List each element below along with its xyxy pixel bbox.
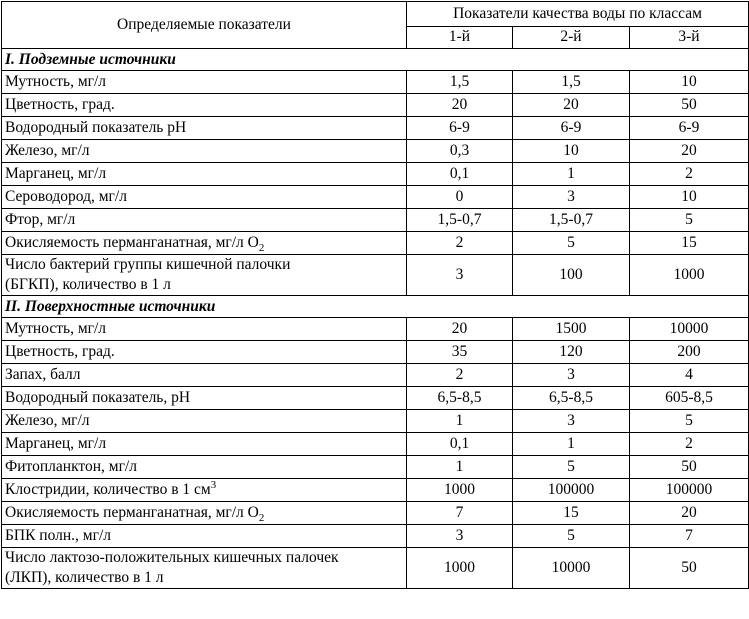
class-2-value: 1	[513, 163, 630, 186]
class-2-value: 1500	[513, 318, 630, 341]
class-3-value: 50	[630, 456, 749, 479]
class-2-value: 10000	[513, 548, 630, 589]
indicator-name: Железо, мг/л	[2, 410, 407, 433]
indicator-name: Запах, балл	[2, 364, 407, 387]
class-1-value: 1000	[407, 479, 513, 502]
class-3-header: 3-й	[630, 26, 749, 48]
indicator-name	[2, 255, 407, 296]
class-3-value: 20	[630, 140, 749, 163]
class-1-value: 0,1	[407, 433, 513, 456]
indicator-name	[2, 232, 407, 255]
table-row	[2, 71, 749, 94]
table-row	[2, 232, 749, 255]
class-3-value: 10	[630, 186, 749, 209]
table-row	[2, 525, 749, 548]
table-row	[2, 364, 749, 387]
class-1-header: 1-й	[407, 26, 513, 48]
indicator-name	[2, 548, 407, 589]
class-1-value: 0,3	[407, 140, 513, 163]
class-1-value: 2	[407, 364, 513, 387]
class-1-value: 2	[407, 232, 513, 255]
class-3-value: 100000	[630, 479, 749, 502]
class-3-value: 50	[630, 548, 749, 589]
class-3-value: 2	[630, 433, 749, 456]
class-1-value: 7	[407, 502, 513, 525]
class-2-value: 3	[513, 186, 630, 209]
indicator-name-line-1: Число лактозо-положительных кишечных палочек	[5, 549, 339, 566]
class-1-value: 1000	[407, 548, 513, 589]
indicator-name: Железо, мг/л	[2, 140, 407, 163]
class-2-value: 3	[513, 364, 630, 387]
class-3-value: 10	[630, 71, 749, 94]
indicator-name: Цветность, град.	[2, 341, 407, 364]
table-row	[2, 186, 749, 209]
class-2-value: 10	[513, 140, 630, 163]
class-1-value: 20	[407, 94, 513, 117]
class-2-value: 120	[513, 341, 630, 364]
indicator-name: Водородный показатель рН	[2, 117, 407, 140]
class-1-value: 1,5	[407, 71, 513, 94]
indicator-name-text: Окисляемость перманганатная, мг/л O	[5, 504, 259, 521]
indicator-name: Мутность, мг/л	[2, 318, 407, 341]
class-2-value: 1	[513, 433, 630, 456]
class-3-value: 5	[630, 410, 749, 433]
indicator-name: Водородный показатель, рН	[2, 387, 407, 410]
table-row	[2, 255, 749, 296]
class-3-value: 200	[630, 341, 749, 364]
table-row	[2, 94, 749, 117]
table-row	[2, 548, 749, 589]
table-row	[2, 341, 749, 364]
class-2-value: 1,5-0,7	[513, 209, 630, 232]
table-row	[2, 479, 749, 502]
indicator-column-header: Определяемые показатели	[2, 2, 407, 49]
indicator-name: Фтор, мг/л	[2, 209, 407, 232]
superscript: 3	[210, 478, 217, 491]
table-row	[2, 318, 749, 341]
class-1-value: 1	[407, 456, 513, 479]
class-1-value: 0,1	[407, 163, 513, 186]
indicator-name	[2, 502, 407, 525]
class-3-value: 15	[630, 232, 749, 255]
indicator-name	[2, 479, 407, 502]
class-3-value: 4	[630, 364, 749, 387]
section-title-underground: I. Подземные источники	[2, 49, 749, 71]
table-row	[2, 502, 749, 525]
class-3-value: 10000	[630, 318, 749, 341]
class-3-value: 5	[630, 209, 749, 232]
class-1-value: 3	[407, 255, 513, 296]
class-2-value: 1,5	[513, 71, 630, 94]
indicator-name-text: Клостридии, количество в 1 см	[5, 481, 211, 498]
indicator-name-line-1: Число бактерий группы кишечной палочки	[5, 256, 291, 273]
table-row	[2, 433, 749, 456]
indicator-name: Фитопланктон, мг/л	[2, 456, 407, 479]
indicator-name: Сероводород, мг/л	[2, 186, 407, 209]
indicator-name-line-2: (ЛКП), количество в 1 л	[5, 569, 164, 586]
class-1-value: 3	[407, 525, 513, 548]
class-2-value: 100	[513, 255, 630, 296]
class-2-value: 5	[513, 525, 630, 548]
table-row	[2, 117, 749, 140]
class-1-value: 6,5-8,5	[407, 387, 513, 410]
subscript: 2	[258, 242, 265, 255]
table-row	[2, 209, 749, 232]
indicator-name: Цветность, град.	[2, 94, 407, 117]
table-row	[2, 387, 749, 410]
table-row	[2, 140, 749, 163]
class-3-value: 6-9	[630, 117, 749, 140]
class-1-value: 1	[407, 410, 513, 433]
class-2-value: 20	[513, 94, 630, 117]
class-2-value: 5	[513, 456, 630, 479]
class-3-value: 605-8,5	[630, 387, 749, 410]
class-2-value: 6,5-8,5	[513, 387, 630, 410]
section-title-surface: II. Поверхностные источники	[2, 296, 749, 318]
class-2-value: 100000	[513, 479, 630, 502]
class-1-value: 0	[407, 186, 513, 209]
indicator-name: Мутность, мг/л	[2, 71, 407, 94]
class-2-value: 5	[513, 232, 630, 255]
class-2-value: 15	[513, 502, 630, 525]
table-row	[2, 410, 749, 433]
class-2-value: 3	[513, 410, 630, 433]
table-row	[2, 456, 749, 479]
indicator-name: Марганец, мг/л	[2, 163, 407, 186]
class-1-value: 20	[407, 318, 513, 341]
indicator-name-line-2: (БГКП), количество в 1 л	[5, 276, 171, 293]
indicator-name-text: Окисляемость перманганатная, мг/л O	[5, 234, 259, 251]
class-3-value: 7	[630, 525, 749, 548]
class-3-value: 20	[630, 502, 749, 525]
class-1-value: 1,5-0,7	[407, 209, 513, 232]
table-row	[2, 163, 749, 186]
indicator-name: БПК полн., мг/л	[2, 525, 407, 548]
class-3-value: 2	[630, 163, 749, 186]
class-1-value: 35	[407, 341, 513, 364]
class-3-value: 1000	[630, 255, 749, 296]
class-3-value: 50	[630, 94, 749, 117]
water-quality-table	[1, 1, 749, 589]
subscript: 2	[258, 512, 265, 525]
class-2-header: 2-й	[513, 26, 630, 48]
indicator-name: Марганец, мг/л	[2, 433, 407, 456]
class-1-value: 6-9	[407, 117, 513, 140]
class-group-header: Показатели качества воды по классам	[407, 2, 749, 27]
class-2-value: 6-9	[513, 117, 630, 140]
